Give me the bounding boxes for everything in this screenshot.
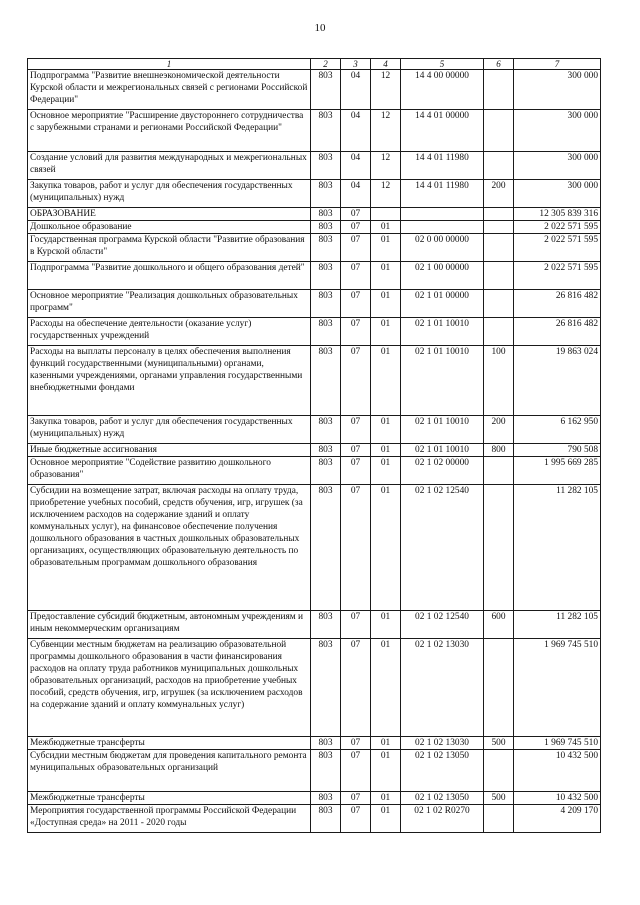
subsection-code: 01 [371,234,401,262]
admin-code: 803 [311,792,341,805]
expense-type-code: 500 [484,737,514,750]
target-article-code: 02 1 02 12540 [401,485,484,611]
column-header: 7 [514,59,601,70]
admin-code: 803 [311,70,341,110]
subsection-code: 01 [371,750,401,792]
row-name: Закупка товаров, работ и услуг для обеспечения государственных (муниципальных) нужд [28,180,311,208]
subsection-code: 01 [371,262,401,290]
section-code: 04 [341,180,371,208]
column-header: 3 [341,59,371,70]
table-row [28,234,601,262]
expense-type-code: 100 [484,346,514,416]
table-row [28,152,601,180]
expense-type-code [484,234,514,262]
section-code: 07 [341,805,371,833]
amount: 2 022 571 595 [514,262,601,290]
budget-table [27,58,601,833]
row-name: Создание условий для развития международных и межрегиональных связей [28,152,311,180]
target-article-code: 02 1 02 13050 [401,750,484,792]
admin-code: 803 [311,290,341,318]
admin-code: 803 [311,750,341,792]
section-code: 07 [341,485,371,611]
admin-code: 803 [311,639,341,737]
expense-type-code [484,221,514,234]
table-row [28,262,601,290]
target-article-code: 02 1 00 00000 [401,262,484,290]
row-name: Предоставление субсидий бюджетным, автономным учреждениям и иным некоммерческим организациям [28,611,311,639]
amount: 2 022 571 595 [514,234,601,262]
row-name: Подпрограмма "Развитие внешнеэкономической деятельности Курской области и межрегиональных связей с регионами Российской Федерации" [28,70,311,110]
expense-type-code [484,485,514,611]
table-row [28,416,601,444]
table-row [28,180,601,208]
amount: 11 282 105 [514,485,601,611]
admin-code: 803 [311,416,341,444]
row-name: Основное мероприятие "Расширение двустороннего сотрудничества с зарубежными странами и регионами Российской Федерации" [28,110,311,152]
expense-type-code: 500 [484,792,514,805]
section-code: 07 [341,318,371,346]
section-code: 07 [341,234,371,262]
column-number-row [28,59,601,70]
target-article-code: 14 4 01 11980 [401,180,484,208]
amount: 26 816 482 [514,290,601,318]
row-name: Субсидии на возмещение затрат, включая расходы на оплату труда, приобретение учебных пособий, средств обучения, игр, игрушек (за исключением расходов на содержание зданий и оплату коммунальных услуг), на финансовое обеспечение получения дошкольного образования в частных дошкольных образовательных организациях, осуществляющих образовательную деятельность по образовательным программам дошкольного образования [28,485,311,611]
admin-code: 803 [311,485,341,611]
amount: 300 000 [514,70,601,110]
admin-code: 803 [311,262,341,290]
page-number: 10 [314,22,326,34]
column-header: 6 [484,59,514,70]
expense-type-code [484,639,514,737]
subsection-code: 01 [371,457,401,485]
amount: 1 995 669 285 [514,457,601,485]
section-code: 07 [341,457,371,485]
target-article-code: 14 4 01 11980 [401,152,484,180]
row-name: Основное мероприятие "Реализация дошкольных образовательных программ" [28,290,311,318]
section-code: 07 [341,262,371,290]
subsection-code: 01 [371,221,401,234]
admin-code: 803 [311,221,341,234]
column-header: 5 [401,59,484,70]
admin-code: 803 [311,110,341,152]
admin-code: 803 [311,180,341,208]
table-row [28,457,601,485]
target-article-code: 02 1 01 00000 [401,290,484,318]
expense-type-code [484,152,514,180]
table-row [28,290,601,318]
table-row [28,485,601,611]
column-header: 1 [28,59,311,70]
target-article-code: 02 1 02 R0270 [401,805,484,833]
row-name: Расходы на выплаты персоналу в целях обеспечения выполнения функций государственными (муниципальными) органами, казенными учреждениями, органами управления государственными внебюджетными фондами [28,346,311,416]
target-article-code: 02 1 02 00000 [401,457,484,485]
section-code: 07 [341,221,371,234]
section-code: 07 [341,444,371,457]
amount: 300 000 [514,110,601,152]
section-code: 07 [341,611,371,639]
amount: 300 000 [514,180,601,208]
amount: 10 432 500 [514,750,601,792]
section-code: 07 [341,416,371,444]
target-article-code: 02 1 02 12540 [401,611,484,639]
amount: 10 432 500 [514,792,601,805]
admin-code: 803 [311,611,341,639]
target-article-code: 02 0 00 00000 [401,234,484,262]
subsection-code: 12 [371,70,401,110]
expense-type-code: 600 [484,611,514,639]
target-article-code: 02 1 01 10010 [401,318,484,346]
row-name: ОБРАЗОВАНИЕ [28,208,311,221]
amount: 1 969 745 510 [514,737,601,750]
table-row [28,110,601,152]
section-code: 04 [341,70,371,110]
subsection-code: 12 [371,152,401,180]
subsection-code: 12 [371,180,401,208]
section-code: 04 [341,152,371,180]
expense-type-code [484,805,514,833]
admin-code: 803 [311,318,341,346]
target-article-code [401,221,484,234]
table-row [28,208,601,221]
section-code: 04 [341,110,371,152]
column-header: 4 [371,59,401,70]
subsection-code: 01 [371,444,401,457]
table-row [28,750,601,792]
target-article-code: 02 1 01 10010 [401,444,484,457]
target-article-code: 02 1 02 13050 [401,792,484,805]
table-row [28,318,601,346]
row-name: Субсидии местным бюджетам для проведения капитального ремонта муниципальных образовательных организаций [28,750,311,792]
table-row [28,221,601,234]
target-article-code: 02 1 01 10010 [401,416,484,444]
table-row [28,805,601,833]
table-row [28,70,601,110]
admin-code: 803 [311,346,341,416]
subsection-code: 12 [371,110,401,152]
subsection-code: 01 [371,485,401,611]
amount: 26 816 482 [514,318,601,346]
target-article-code [401,208,484,221]
table-row [28,639,601,737]
row-name: Расходы на обеспечение деятельности (оказание услуг) государственных учреждений [28,318,311,346]
subsection-code [371,208,401,221]
amount: 11 282 105 [514,611,601,639]
subsection-code: 01 [371,805,401,833]
row-name: Закупка товаров, работ и услуг для обеспечения государственных (муниципальных) нужд [28,416,311,444]
table-row [28,444,601,457]
table-row [28,792,601,805]
section-code: 07 [341,290,371,318]
column-header: 2 [311,59,341,70]
section-code: 07 [341,737,371,750]
table-row [28,611,601,639]
section-code: 07 [341,792,371,805]
subsection-code: 01 [371,346,401,416]
subsection-code: 01 [371,737,401,750]
subsection-code: 01 [371,318,401,346]
amount: 4 209 170 [514,805,601,833]
expense-type-code [484,290,514,318]
admin-code: 803 [311,208,341,221]
expense-type-code [484,318,514,346]
admin-code: 803 [311,444,341,457]
amount: 300 000 [514,152,601,180]
expense-type-code [484,70,514,110]
subsection-code: 01 [371,611,401,639]
table-row [28,737,601,750]
expense-type-code: 800 [484,444,514,457]
row-name: Подпрограмма "Развитие дошкольного и общего образования детей" [28,262,311,290]
row-name: Мероприятия государственной программы Российской Федерации «Доступная среда» на 2011 - 2020 годы [28,805,311,833]
admin-code: 803 [311,805,341,833]
row-name: Иные бюджетные ассигнования [28,444,311,457]
section-code: 07 [341,208,371,221]
section-code: 07 [341,639,371,737]
row-name: Субвенции местным бюджетам на реализацию образовательной программы дошкольного образования в части финансирования расходов на оплату труда работников муниципальных дошкольных образовательных организаций, расходов на приобретение учебных пособий, средств обучения, игр, игрушек (за исключением расходов на содержание зданий и оплату коммунальных услуг) [28,639,311,737]
amount: 6 162 950 [514,416,601,444]
amount: 12 305 839 316 [514,208,601,221]
section-code: 07 [341,750,371,792]
expense-type-code [484,110,514,152]
target-article-code: 02 1 02 13030 [401,639,484,737]
target-article-code: 02 1 02 13030 [401,737,484,750]
admin-code: 803 [311,152,341,180]
row-name: Дошкольное образование [28,221,311,234]
admin-code: 803 [311,737,341,750]
subsection-code: 01 [371,416,401,444]
row-name: Государственная программа Курской области "Развитие образования в Курской области" [28,234,311,262]
amount: 790 508 [514,444,601,457]
admin-code: 803 [311,234,341,262]
expense-type-code [484,457,514,485]
subsection-code: 01 [371,290,401,318]
subsection-code: 01 [371,639,401,737]
row-name: Основное мероприятие "Содействие развитию дошкольного образования" [28,457,311,485]
amount: 19 863 024 [514,346,601,416]
expense-type-code: 200 [484,180,514,208]
section-code: 07 [341,346,371,416]
expense-type-code [484,208,514,221]
amount: 2 022 571 595 [514,221,601,234]
table-row [28,346,601,416]
admin-code: 803 [311,457,341,485]
expense-type-code [484,262,514,290]
expense-type-code: 200 [484,416,514,444]
amount: 1 969 745 510 [514,639,601,737]
target-article-code: 02 1 01 10010 [401,346,484,416]
subsection-code: 01 [371,792,401,805]
row-name: Межбюджетные трансферты [28,792,311,805]
row-name: Межбюджетные трансферты [28,737,311,750]
target-article-code: 14 4 00 00000 [401,70,484,110]
expense-type-code [484,750,514,792]
target-article-code: 14 4 01 00000 [401,110,484,152]
